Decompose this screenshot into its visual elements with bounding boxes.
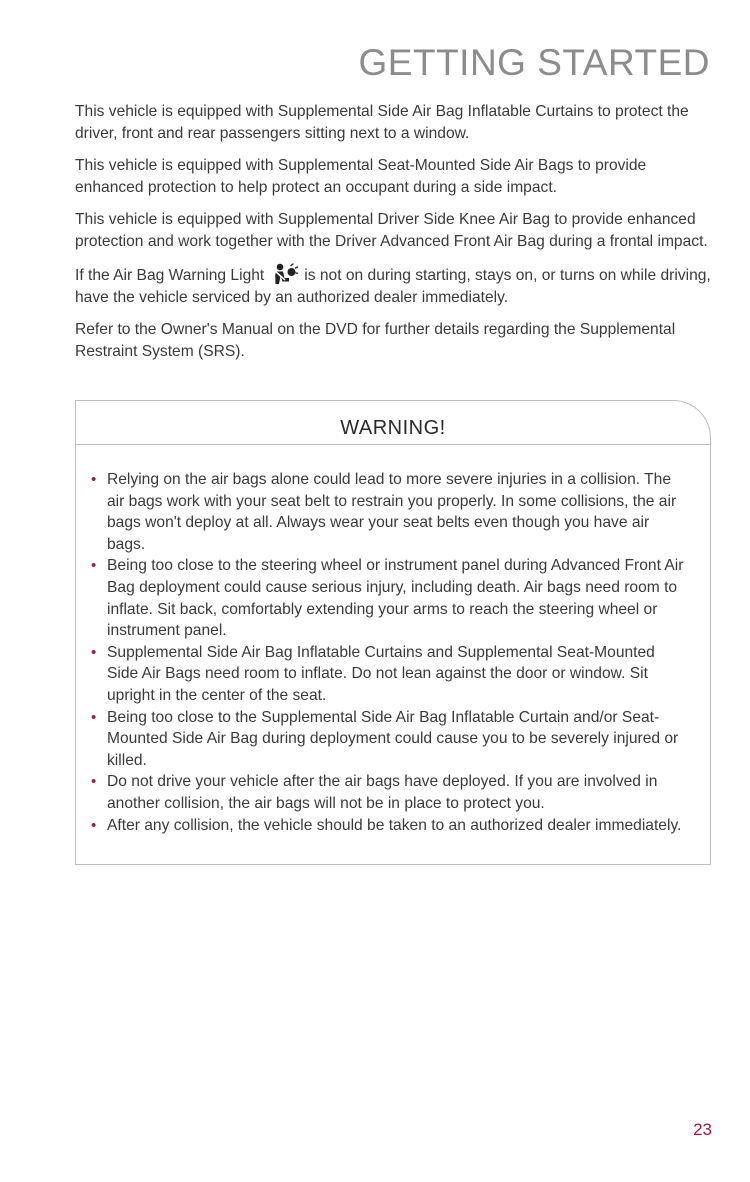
warning-item (91, 707, 686, 772)
warning-item-text: After any collision, the vehicle should be taken to an authorized dealer immediately. (107, 816, 682, 834)
warning-light-text-after: is not on during starting, stays on, or turns on while driving, have the vehicle serviced by an authorized dealer immediately. (75, 267, 711, 306)
warning-item-text: Being too close to the Supplemental Side Air Bag Inflatable Curtain and/or Seat-Mounted Side Air Bag during deployment could cause you to be severely injured or killed. (107, 708, 679, 769)
warning-item (91, 469, 686, 555)
warning-light-text-before: If the Air Bag Warning Light (75, 267, 265, 284)
bullet-icon: • (91, 773, 97, 791)
warning-item (91, 642, 686, 707)
warning-list (76, 445, 710, 836)
warning-item-text: Relying on the air bags alone could lead to more severe injuries in a collision. The air bags work with your seat belt to restrain you properly. In some collisions, the air bags won't deploy at all. Always wear your seat belts even though you have air bags. (107, 471, 677, 553)
section-title: GETTING STARTED (358, 42, 710, 83)
warning-item (91, 771, 686, 814)
warning-box (75, 400, 711, 865)
bullet-icon: • (91, 643, 97, 661)
warning-item-text: Supplemental Side Air Bag Inflatable Curtains and Supplemental Seat-Mounted Side Air Bags need room to inflate. Do not lean against the door or window. Sit upright in the center of the seat. (107, 643, 655, 704)
warning-item-text: Do not drive your vehicle after the air bags have deployed. If you are involved in another collision, the air bags will not be in place to protect you. (107, 773, 658, 812)
warning-item (91, 815, 686, 837)
page-number: 23 (693, 1120, 712, 1139)
bullet-icon: • (91, 557, 97, 575)
paragraph-seat-mounted: This vehicle is equipped with Supplemental Seat-Mounted Side Air Bags to provide enhanced protection to help protect an occupant during a side impact. (75, 157, 647, 196)
paragraph-side-curtains: This vehicle is equipped with Supplemental Side Air Bag Inflatable Curtains to protect the driver, front and rear passengers sitting next to a window. (75, 103, 689, 142)
warning-title: WARNING! (76, 401, 710, 445)
paragraph-warning-light (75, 263, 712, 308)
bullet-icon: • (91, 471, 97, 488)
airbag-warning-light-icon (272, 263, 298, 285)
bullet-icon: • (91, 816, 97, 834)
warning-item-text: Being too close to the steering wheel or instrument panel during Advanced Front Air Bag deployment could cause serious injury, including death. Air bags need room to inflate. Sit back, comfortably extending your arms to reach the steering wheel or instrument panel. (107, 557, 684, 640)
paragraph-knee-airbag: This vehicle is equipped with Supplemental Driver Side Knee Air Bag to provide enhanced protection and work together with the Driver Advanced Front Air Bag during a frontal impact. (75, 211, 708, 250)
body-text (75, 101, 712, 373)
warning-item (91, 555, 686, 641)
paragraph-owners-manual: Refer to the Owner's Manual on the DVD for further details regarding the Supplemental Restraint System (SRS). (75, 321, 676, 360)
bullet-icon: • (91, 708, 97, 726)
